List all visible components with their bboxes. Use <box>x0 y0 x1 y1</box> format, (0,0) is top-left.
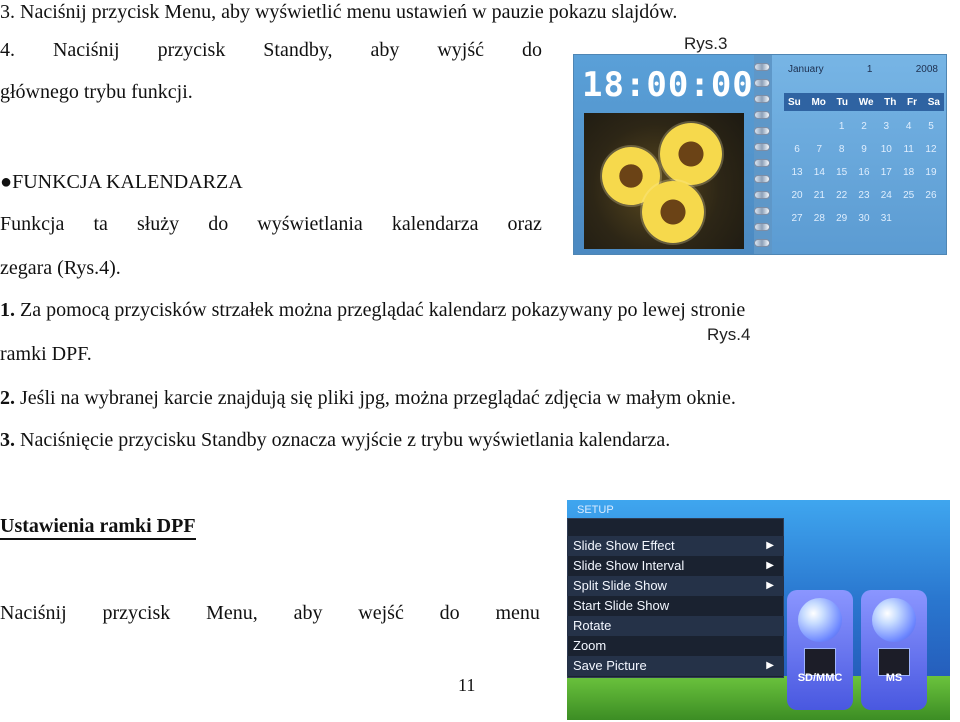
settings-menu <box>567 504 784 678</box>
calendar-date: 27 <box>791 213 803 224</box>
calendar-header <box>788 64 938 75</box>
device-knob-icon <box>798 598 842 642</box>
ring-icon <box>754 79 770 87</box>
calendar-date: 21 <box>813 190 825 201</box>
menu-item-split-slide-show <box>567 576 784 596</box>
calendar-date: 20 <box>791 190 803 201</box>
section-title: Ustawienia ramki DPF <box>0 515 196 540</box>
instruction-line-4 <box>0 38 542 62</box>
list-item-2 <box>0 386 736 410</box>
ring-icon <box>754 143 770 151</box>
ring-icon <box>754 207 770 215</box>
instruction-text: 3. Naciśnij przycisk Menu, aby wyświetlić menu ustawień w pauzie pokazu slajdów. <box>0 1 678 23</box>
sd-mmc-device <box>787 590 853 710</box>
weekday-label: Su <box>788 96 801 108</box>
calendar-day: 1 <box>866 64 873 75</box>
ring-icon <box>754 159 770 167</box>
chevron-right-icon: ▶ <box>766 540 774 551</box>
calendar-date: 13 <box>791 167 803 178</box>
list-text: Naciśnięcie przycisku Standby oznacza wyjście z trybu wyświetlania kalendarza. <box>20 429 671 451</box>
word: Naciśnij <box>52 39 120 61</box>
word: do <box>521 39 542 61</box>
description-text: zegara (Rys.4). <box>0 257 121 279</box>
figure-caption-rys3: Rys.3 <box>684 34 728 53</box>
calendar-grid <box>784 115 944 230</box>
chevron-right-icon: ▶ <box>766 660 774 671</box>
menu-item-slide-show-interval <box>567 556 784 576</box>
word: aby <box>293 602 323 624</box>
clock-time: 18:00:00 <box>582 65 754 105</box>
calendar-date: 31 <box>880 213 892 224</box>
word: Funkcja <box>0 213 65 235</box>
calendar-date: 16 <box>858 167 870 178</box>
calendar-week-row <box>784 115 944 138</box>
menu-item-start-slide-show <box>567 596 784 616</box>
calendar-date: 3 <box>883 121 890 132</box>
weekday-label: Sa <box>927 96 940 108</box>
word: aby <box>370 39 400 61</box>
calendar-heading <box>0 170 243 194</box>
list-text: Za pomocą przycisków strzałek można przeglądać kalendarz pokazywany po lewej stronie <box>20 299 746 321</box>
calendar-date: 22 <box>836 190 848 201</box>
calendar-date: 11 <box>903 144 914 155</box>
calendar-date: 23 <box>858 190 870 201</box>
calendar-date: 9 <box>861 144 867 155</box>
menu-item-rotate <box>567 616 784 636</box>
device-knob-icon <box>872 598 916 642</box>
weekday-label: Fr <box>907 96 918 108</box>
ring-icon <box>754 175 770 183</box>
weekday-label: We <box>858 96 874 108</box>
menu-item-label: Zoom <box>573 638 607 653</box>
calendar-weekdays <box>784 93 944 111</box>
menu-item-label: Slide Show Interval <box>573 558 685 573</box>
calendar-week-row <box>784 161 944 184</box>
flower-photo <box>584 113 744 249</box>
ring-icon <box>754 111 770 119</box>
page-number: 11 <box>458 675 476 695</box>
word: przycisk <box>102 602 171 624</box>
calendar-date: 1 <box>838 121 845 132</box>
calendar-week-row <box>784 138 944 161</box>
settings-heading <box>0 514 196 538</box>
menu-item-slide-show-effect <box>567 536 784 556</box>
calendar-date: 8 <box>838 144 845 155</box>
calendar-date: 18 <box>903 167 915 178</box>
ring-icon <box>754 223 770 231</box>
calendar-date: 7 <box>816 144 823 155</box>
list-number: 3. <box>0 429 15 451</box>
calendar-date: 15 <box>836 167 848 178</box>
calendar-month: January <box>788 64 824 75</box>
chevron-right-icon: ▶ <box>766 580 774 591</box>
calendar-date: 24 <box>880 190 892 201</box>
menu-title: SETUP <box>577 504 614 516</box>
calendar-date: 6 <box>794 144 800 155</box>
calendar-panel <box>772 55 946 254</box>
word: do <box>208 213 229 235</box>
word: 4. <box>0 39 15 61</box>
calendar-date: 2 <box>861 121 867 132</box>
word: Naciśnij <box>0 602 67 624</box>
settings-description-line <box>0 601 540 625</box>
calendar-date: 25 <box>903 190 915 201</box>
menu-item-label: Save Picture <box>573 658 647 673</box>
list-number: 2. <box>0 387 15 409</box>
calendar-date: 29 <box>836 213 848 224</box>
word: Menu, <box>206 602 258 624</box>
calendar-date: 17 <box>880 167 892 178</box>
calendar-year: 2008 <box>915 64 938 75</box>
word: ta <box>93 213 108 235</box>
word: wejść <box>358 602 404 624</box>
flower-icon <box>660 123 722 185</box>
calendar-date: 19 <box>925 167 937 178</box>
weekday-label: Tu <box>836 96 849 108</box>
word: oraz <box>507 213 542 235</box>
calendar-date: 14 <box>813 167 825 178</box>
ring-icon <box>754 95 770 103</box>
list-item-1 <box>0 298 745 322</box>
chevron-right-icon: ▶ <box>766 560 774 571</box>
list-item-3 <box>0 428 670 452</box>
device-label: SD/MMC <box>797 672 843 684</box>
word: menu <box>495 602 540 624</box>
instruction-line-3 <box>0 0 677 24</box>
list-item-1-continued <box>0 342 92 366</box>
ring-icon <box>754 63 770 71</box>
instruction-text: głównego trybu funkcji. <box>0 81 193 103</box>
instruction-line-5 <box>0 80 193 104</box>
word: do <box>439 602 460 624</box>
menu-item-label: Rotate <box>573 618 612 633</box>
calendar-date: 12 <box>925 144 937 155</box>
weekday-label: Mo <box>811 96 826 108</box>
menu-item-save-picture <box>567 656 784 676</box>
list-number: 1. <box>0 299 15 321</box>
flower-icon <box>642 181 704 243</box>
calendar-week-row <box>784 184 944 207</box>
figure-caption-rys4: Rys.4 <box>707 325 751 344</box>
device-label: MS <box>885 672 903 684</box>
list-text: ramki DPF. <box>0 343 92 365</box>
ring-icon <box>754 239 770 247</box>
menu-item-zoom <box>567 636 784 656</box>
calendar-week-row <box>784 207 944 230</box>
word: wyświetlania <box>257 213 363 235</box>
word: służy <box>136 213 180 235</box>
menu-item-label: Start Slide Show <box>573 598 670 613</box>
menu-item-label: Split Slide Show <box>573 578 667 593</box>
menu-item-label: Slide Show Effect <box>573 538 675 553</box>
calendar-description-line-2 <box>0 256 121 280</box>
weekday-label: Th <box>884 96 897 108</box>
calendar-date: 30 <box>858 213 870 224</box>
calendar-date: 5 <box>928 121 934 132</box>
binder-rings <box>752 63 772 247</box>
calendar-date: 10 <box>880 144 892 155</box>
clock-panel <box>574 55 754 254</box>
ms-device <box>861 590 927 710</box>
word: przycisk <box>157 39 226 61</box>
calendar-description-line-1 <box>0 212 542 236</box>
settings-screenshot <box>567 500 950 720</box>
ring-icon <box>754 191 770 199</box>
ring-icon <box>754 127 770 135</box>
word: kalendarza <box>391 213 479 235</box>
list-text: Jeśli na wybranej karcie znajdują się pliki jpg, można przeglądać zdjęcia w małym oknie. <box>20 387 736 409</box>
calendar-screenshot <box>573 54 947 255</box>
word: Standby, <box>263 39 333 61</box>
calendar-date: 4 <box>905 121 912 132</box>
word: wyjść <box>437 39 485 61</box>
section-title: ●FUNKCJA KALENDARZA <box>0 171 243 193</box>
calendar-date: 26 <box>925 190 937 201</box>
calendar-date: 28 <box>813 213 825 224</box>
